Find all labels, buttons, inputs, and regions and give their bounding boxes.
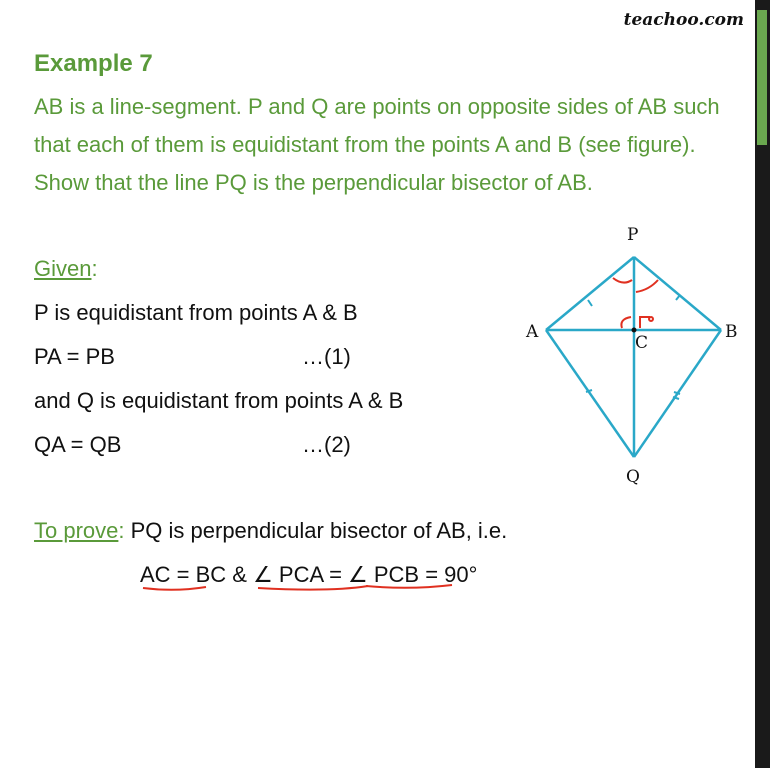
label-c: C bbox=[635, 333, 649, 353]
given-line-3: and Q is equidistant from points A & B bbox=[34, 388, 404, 413]
given-line-1: P is equidistant from points A & B bbox=[34, 300, 358, 325]
brand-logo: teachoo.com bbox=[623, 10, 744, 30]
segment-pa bbox=[546, 257, 634, 330]
given-line-2: PA = PB bbox=[34, 344, 115, 369]
segment-pb bbox=[634, 257, 721, 330]
point-c-dot bbox=[632, 328, 637, 333]
segment-aq bbox=[546, 330, 634, 457]
to-prove-colon: : bbox=[118, 518, 125, 543]
kite-figure bbox=[515, 220, 750, 490]
to-prove-text: PQ is perpendicular bisector of AB, i.e. bbox=[124, 518, 508, 543]
label-a: A bbox=[526, 322, 539, 342]
equation-ref-1: …(1) bbox=[302, 344, 351, 369]
to-prove-equation: AC = BC & ∠ PCA = ∠ PCB = 90° bbox=[140, 562, 478, 587]
underline-ac-bc bbox=[143, 587, 206, 590]
given-line-4: QA = QB bbox=[34, 432, 122, 457]
underline-angle-pca bbox=[258, 586, 368, 590]
equation-ref-2: …(2) bbox=[302, 432, 351, 457]
red-angle-marks bbox=[613, 278, 658, 328]
underline-angle-pcb bbox=[366, 585, 452, 588]
figure-lines bbox=[546, 257, 721, 457]
example-title: Example 7 bbox=[34, 50, 153, 77]
given-colon: : bbox=[91, 256, 98, 281]
label-q: Q bbox=[626, 467, 640, 487]
label-b: B bbox=[725, 322, 738, 342]
to-prove-label: To prove bbox=[34, 518, 119, 543]
point-labels bbox=[525, 225, 738, 487]
given-label: Given bbox=[34, 256, 92, 281]
label-p: P bbox=[627, 225, 639, 245]
problem-statement: AB is a line-segment. P and Q are points on opposite sides of AB such that each of them is equidistant from the points A and B (see figure). Show that the line PQ is the perpendicular bisector of AB. bbox=[34, 94, 720, 195]
